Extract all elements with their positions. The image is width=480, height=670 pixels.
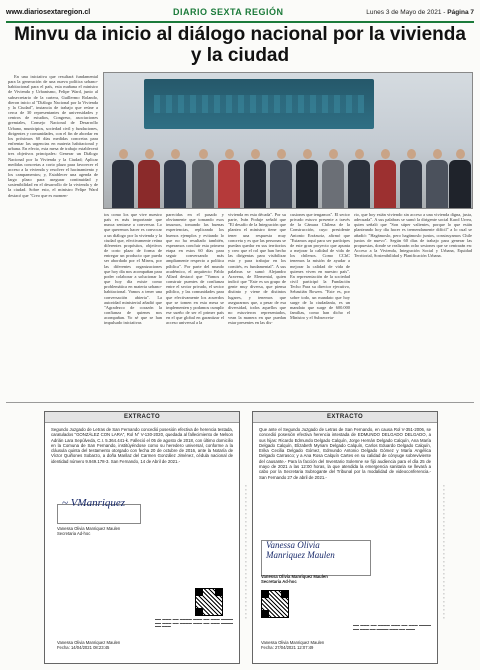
article-column-2	[104, 212, 162, 396]
legal-notice-right	[252, 411, 438, 664]
article-column-3	[166, 212, 224, 396]
article-text: cusiones que tengamos". El sector privado estuvo presente a través de la Cámara Chilena de la Construcción, cuyo presidente Antonio Errázuriz, afirmó que "Estamos aquí para ser partícipes de este gran proyecto que apunta a mejorar la calidad de vida de los chilenos. Como CChC tenemos la misión de ayudar a mejorar la calidad de vida de quienes viven en nuestro país". En representación de la sociedad civil participó la Fundación Techo Para su director ejecutivo, Sebastián Bowen. "Este es, por sobre todo, un mandato que hoy surge de la ciudadanía, es un mandato que surge de 600.000 familias, como han dicho el Ministro y el Subsecreta-	[290, 212, 350, 321]
side-print-code: ▪▪▪▪▪▪▪▪▪▪▪▪▪▪▪▪▪▪▪▪▪▪▪▪▪▪▪▪▪▪▪▪▪▪	[244, 484, 248, 620]
stamp-name: Vanessa Olivia Manriquez Maulen	[261, 640, 325, 645]
article-headline: Minvu da inicio al diálogo nacional por la vivienda y la ciudad	[14, 24, 466, 66]
e-signature-stamp	[261, 640, 324, 650]
stamp-date: Fecha: 14/04/2021 08:23:45	[57, 645, 110, 650]
signer-name: Vanessa Olivia Manriquez Maulen	[261, 574, 328, 579]
side-print-code: ▪▪▪▪▪▪▪▪▪▪▪▪▪▪▪▪▪▪▪▪▪▪▪▪▪▪▪▪▪▪▪▪▪▪	[442, 484, 446, 620]
article-text: En una iniciativa que resultará fundamental para la generación de una nueva política urbano-habitacional para el país, esta mañana el ministro de Vivienda y Urbanismo, Felipe Ward, junto al subsecretario de la cartera, Guillermo Rolando, dieron inicio al "Diálogo Nacional por la Vivienda y la Ciudad", instancia de trabajo que reúne a cerca de 30 representantes de universidades y centros de estudios, Congreso, asociaciones gremiales, Consejo Nacional de Desarrollo Urbano, municipios, sociedad civil y fundaciones, dirigentes y comunidades, con el fin de abordar en los próximos 60 días medidas concretas para enfrentar las urgencias en materia habitacional y urbana. En efecto, esta mesa de trabajo establecerá tres objetivos principales: Generar un Diálogo Nacional por la Vivienda y la Ciudad; Aplicar medidas concretas a corto plazo para favorecer el acceso a la vivienda y resolver el hacinamiento y los campamentos; y, Establecer una agenda de largo plazo para asegurar continuidad y sostenibilidad en el desarrollo de la vivienda y de la ciudad. Sobre esto, el ministro Felipe Ward destacó que "Creo que es momen-	[8, 74, 98, 198]
verification-fineprint: ▬▬ ▬▬▬ ▬▬ ▬▬▬▬ ▬▬▬ ▬▬ ▬▬▬ ▬▬▬▬ ▬▬ ▬▬▬ ▬▬ ▬▬▬▬ ▬▬▬ ▬▬ ▬▬▬ ▬▬▬▬ ▬▬ ▬▬▬	[155, 617, 233, 629]
newspaper-name: DIARIO SEXTA REGIÓN	[172, 7, 284, 17]
notice-body: Que ante el Segundo Juzgado de Letras de San Fernando, en causa Rol V-351-2006, se concedió posesión efectiva herencia intestada de EDMUNDO DELGADO DELGADO, a sus hijas: Ricardo Edmundo Delgado Calquín, Jorge Hernán Delgado Calquín, Ana María Delgado Calquín, Elizabeth Myriam Delgado Calquín, Carlos Eduardo Delgado Calquín, Erika Cecilia Delgado Gómez, Edmundo Antonio Delgado Gómez y María Angélica Delgado Carrasco; y a Ana Rosa Calquín Cartes en su calidad de cónyuge sobreviviente del causante.- Para la facción del Inventario Solemne se fijó audiencia para el día 25 de mayo de 2021 a las 12:00 horas, la que atendida la emergencia sanitaria se llevará a cabo por la Secretaria Subrogante del Tribunal por la modalidad de videoconferencia.- San Fernando 27 de abril de 2021.-	[259, 427, 431, 480]
signer-block	[57, 526, 177, 536]
article-column-5	[290, 212, 350, 396]
article-text: tos como los que vive nuestro país es más importante que nunca sentarse a conversar. Lo que queremos hacer es convocar a un diálogo por la vivienda y la ciudad que, efectivamente reúna diferentes propósitos, objetivos de corto plazo de forma de entregar un producto que pueda ser abordado por el Minvu, por las diferentes organizaciones que hoy día nos acompañan para poder colaborar a solucionar lo que hoy día existe como problemática en materia urbano-habitacional. Vamos a tener una conversación abierta". La autoridad ministerial añadió que "Agradezco de corazón la confianza de quienes nos acompañan. Yo sé que se han impulsado iniciativas	[104, 212, 162, 326]
stamp-date: Fecha: 27/04/2021 12:07:49	[261, 645, 314, 650]
stamp-name: Vanessa Olivia Manriquez Maulen	[57, 640, 121, 645]
handwritten-signature: Manriquez Maulen	[266, 550, 335, 560]
e-signature-stamp	[57, 640, 120, 650]
article-text: rio, que hoy están viviendo sin acceso a una vivienda digna, justa, adecuada". A sus palabras se sumó la dirigente social Karol Urrea, quien señaló que "Son súper valientes, porque lo que están planteando hoy día hacer es tremendamente difícil" a lo cual se añadió: "Hagámoslo, pero hagámoslo juntos, construyamos Chile juntos de nuevo". Según 60 días de trabajo para generar las propuestas, donde se realizarán ocho sesiones que se centrarán en: Acceso a la Vivienda, Integración Social y Urbana, Equidad Territorial, Sostenibilidad y Planificación Urbana.	[354, 212, 472, 259]
masthead	[6, 3, 474, 23]
notice-body: Segundo Juzgado de Letras de San Fernando concedió posesión efectiva de herencia testada, caratulados "GONZÁLEZ CON LARA", Rol N° V-130-2020, quedada al fallecimiento de Nelson Adrián Lara Sepúlveda, C.I. 5.364.441-k. Falleció el 05 de agosto de 2018, con último domicilio en la Comuna de San Fernando, institúyéndose como su heredero universal, conforme a la cláusula quinta del testamento otorgado con fecha 20 de octubre de 2016, ante la Notaría de Víctor Quiñones Sobarzo, a doña Marilaz del Carmen González Jiménez, cédula nacional de identidad número 9.949.178-3. San Fernando, 14 de Abril de 2021.-	[51, 427, 233, 464]
section-divider	[6, 402, 474, 403]
issue-date: Lunes 3 de Mayo de 2021 -	[366, 8, 446, 16]
signer-name: Vanessa Olivia Manriquez Maulen	[57, 526, 121, 531]
notice-title: EXTRACTO	[326, 414, 364, 420]
notice-title-bar	[253, 412, 437, 423]
signer-block	[261, 574, 381, 584]
article-text: vivienda en esta década". Por su parte, Iván Poduje señaló que "El desafío de la Integración que plantea el ministro tiene que tener una respuesta muy concreta y es que las personas se puedan quedar en sus territorios y creo que el rol que han hecho las dirigentas para visibilizar esto y para trabajar en los comités, es fundamental". A sus palabras se sumó Alejandro Aravena, de Elemental, quien indicó que "Este es un grupo de gente muy diversa, que piensa distinto y viene de distintos lugares, y tenemos que asegurarnos que, a pesar de esa diversidad, todos aquellos que no estuvieron representados, vean la manera en que puedan estar presentes en las dis-	[228, 212, 286, 326]
qr-code-icon	[261, 590, 289, 618]
signer-title: Secretaria Ad-hoc	[261, 579, 297, 584]
signature-block	[57, 497, 141, 524]
legal-notice-left	[44, 411, 240, 664]
stage-backdrop	[144, 79, 374, 129]
signature-block	[261, 540, 371, 576]
dateline	[366, 9, 474, 16]
notice-title-bar	[45, 412, 239, 423]
signer-title: Secretaria Ad-hoc	[57, 531, 91, 536]
page-number: Página 7	[447, 8, 474, 16]
handwritten-signature: ~ VManriquez	[62, 497, 126, 509]
handwritten-signature: Vanessa Olivia	[266, 540, 320, 550]
article-column-4	[228, 212, 286, 396]
article-text: parecidas en el pasado y obviamente que tomando esos insumos, tomando las buenas experiencias, replicando los buenos ejemplos y evitando lo que no ha resultado también, esperamos concluir esta primera etapa en estos 60 días para seguir conversando más ampliamente respecto a política pública". Por parte del mundo académico, el arquitecto Pablo Allard destacó que "Vamos a construir puentes de confianza entre el sector privado, el sector público, y las comunidades para que efectivamente los acuerdos que se tomen en esta mesa se implementen y podamos cumplir ese sueño de ser el primer país en el que global en garantizar el acceso universal a la	[166, 212, 224, 326]
verification-fineprint: ▬▬ ▬▬▬ ▬▬ ▬▬▬▬ ▬▬▬ ▬▬ ▬▬▬ ▬▬▬▬ ▬▬ ▬▬▬ ▬▬ ▬▬▬▬ ▬▬▬ ▬▬ ▬▬▬	[353, 623, 431, 631]
site-url[interactable]: www.diariosextaregion.cl	[6, 8, 91, 16]
article-column-1	[8, 74, 98, 396]
qr-code-icon	[195, 588, 223, 616]
article-column-6	[354, 212, 472, 396]
event-photo	[103, 72, 473, 209]
notice-title: EXTRACTO	[123, 414, 161, 420]
